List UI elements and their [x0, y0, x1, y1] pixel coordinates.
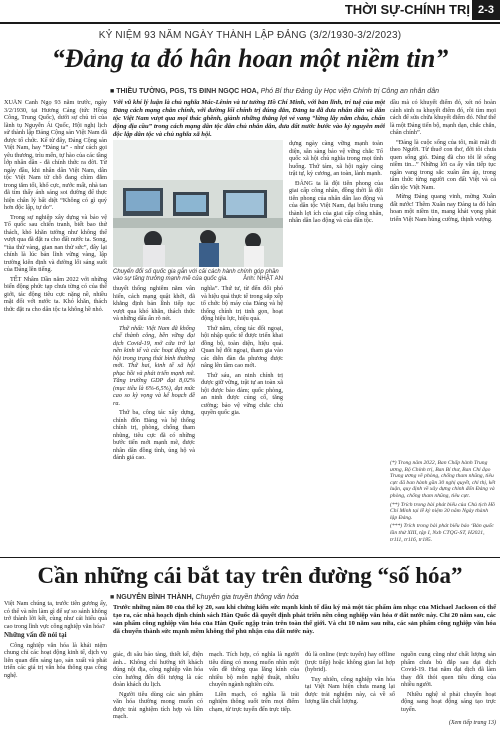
article2-col2-p1: giác, đi sâu bảo tàng, thiết kế, điện ảnh... Không chỉ hướng tới khách đúng nội địa, công nghiệp văn hóa còn hướng đến đối tượng là các đoàn khách du lịch. [113, 651, 203, 688]
byline2-author: NGUYỄN BÌNH THÀNH, [116, 594, 194, 601]
article2-column-1 [4, 600, 107, 730]
article2-col4-p1: đủ là online (trực tuyến) hay offline (trực tiếp) hoặc không gian lai hợp (hybrid). [305, 651, 395, 673]
article2-byline [110, 594, 299, 601]
byline-author: THIỀU TƯỜNG, PGS, TS ĐINH NGỌC HOA, [116, 88, 259, 95]
photo-credit: Ảnh: NHẬT AN [243, 276, 283, 283]
office-photo-image [113, 140, 283, 267]
article1-column-5 [390, 99, 496, 455]
article2-col1-p2: Công nghiệp văn hóa là khái niệm chung chỉ các hoạt động kinh tế, dịch vụ liên quan đến sáng tạo, sản xuất và phát triển các giá trị văn hóa thông qua công nghệ. [4, 641, 107, 679]
article1-col1-p2: Trong sự nghiệp xây dựng và bảo vệ Tổ quốc sau chiến tranh, biết bao thử thách, khó khăn tưởng như không thể vượt qua đã đặt ra cho đất nước ta. Song, “tùa thử vàng, gian nan thử sức”, đây lại chính là lúc bản lĩnh vững vàng, lập trường kiên định và đường lối sáng suốt của Đảng lên tiếng. [4, 213, 107, 273]
article1-col3-p3: Thứ sáu, an ninh chính trị được giữ vững, trật tự an toàn xã hội được bảo đảm; quốc phòng, an ninh được củng cố, tăng cường; bảo vệ vững chắc chủ quyền quốc gia. [201, 371, 283, 416]
byline-square-icon: ■ [110, 88, 115, 95]
byline2-role: Chuyên gia truyền thông văn hóa [195, 594, 299, 601]
article2-col3-p2: Liền mạch, có nghĩa là trải nghiệm thông suốt trên mọi điểm chạm, từ trực tuyến đến trực tiếp. [209, 690, 299, 713]
article2-col3-p1: mạch. Tích hợp, có nghĩa là người tiêu dùng có mong muốn nhìn một vấn đề thông qua lăng kính của nhiều bộ môn nghệ thuật, nhiều chuyên ngành nghiên cứu. [209, 651, 299, 688]
article2-column-3 [209, 651, 299, 731]
article1-col5-p3: Mừng Đảng quang vinh, mừng Xuân đất nước! Thêm Xuân nay Đảng ta đó hân hoan một niềm tin, mang khát vọng phát triển Việt Nam hùng cường, thịnh vượng. [390, 193, 496, 223]
article1-col2-p3: Thứ ba, công tác xây dựng, chỉnh đốn Đảng và hệ thống chính trị, phòng, chống tham nhũng, tiêu cực đã có những bước tiến mới mạnh mẽ, được nhân dân đồng tình, ủng hộ và đánh giá cao. [113, 409, 195, 461]
photo-caption-text: Chuyển đổi số quốc gia gắn với cải cách hành chính góp phần vào sự tăng trưởng mạnh mẽ của quốc gia. [113, 269, 279, 283]
article2-col2-p2: Người tiêu dùng các sản phẩm văn hóa thường mong muốn có được trải nghiệm tích hợp và liền mạch. [113, 690, 203, 720]
article1-col4-p2: ĐẢNG ta là đội tiên phong của giai cấp công nhân, đồng thời là đội tiên phong của nhân dân lao động và của dân tộc Việt Nam, đại biểu trung thành lợi ích của giai cấp công nhân, nhân dân lao động và của dân tộc. [289, 179, 383, 224]
article1-footnotes [390, 460, 496, 545]
article1-col3-p1: nghĩa”. Thứ tư, từ đến đối phó và hiệu quả thực tế trong sắp xếp tổ chức bộ máy của Đảng và hệ thống chính trị tinh gọn, hoạt động hiệu lực, hiệu quả. [201, 285, 283, 322]
article2-col1-p1: Việt Nam chúng ta, trước tiên gương ấy, có thể và nên làm gì để sự so sánh không trở thành lời kết, cùng như cái hiểu quả cao trong lĩnh vực công nghiệp văn hóa? [4, 600, 107, 630]
article1-photo-caption [113, 269, 283, 283]
article1-col5-p1: dầu mà có khuyết điểm đó, xét nó hoàn cảnh sinh ra khuyết điểm đó, rồi tìm mọi cách để sửa chữa khuyết điểm đó. Như thế là một Đảng tiến bộ, mạnh dạn, chắc chắn, chân chính”. [390, 99, 496, 136]
article2-col5-p2: Nhiều nghệ sĩ phải chuyển hoạt động sang hoạt động sáng tạo trực tuyến. [401, 690, 496, 713]
article-headline: “Đảng ta đó hân hoan một niềm tin” [51, 44, 449, 73]
article2-col5-p1: nguồn cung cũng như chất lượng sản phẩm chưa bù đắp sau đại dịch Covid-19. Hai năm đại dịch đã làm thay đổi thói quen tiêu dùng của nhiều người. [401, 651, 496, 688]
article1-col5-p2: “Đảng là cuộc sống của tôi, mãi mãi đi theo Người. Từ thuở con thơ, đời tôi chưa quen sống gió. Đảng đã cho tôi lẽ sống niềm tin...” Những lời ca ấy vẫn tiếp tục ngân vang trong sắc xuân ấm áp, trong tâm thức từng người con đất Việt và cả dân tộc Việt Nam. [390, 138, 496, 191]
article2-continued: (Xem tiếp trang 13) [448, 720, 496, 726]
article1-photo [113, 140, 283, 267]
article-byline [110, 88, 439, 95]
page-number: 2-3 [472, 0, 500, 20]
article2-lead: Trước những năm 80 của thế kỷ 20, sau khi chứng kiến sức mạnh kinh tế đầu ký mà một tác phẩm âm nhạc của Michael Jackson có thể tạo ra, các nhà hoạch định chính sách Hàn Quốc đã quyết định phát triển nền công nghiệp văn hóa ở đất nước này. Chỉ 20 năm sau, các sản phẩm công nghiệp văn hóa của Hàn Quốc ngập tràn trên toàn thế giới. Và chỉ 10 năm sau nữa, các sản phẩm công nghiệp văn hóa đã chuyển thành sức mạnh mềm không thể phủ nhận của đất nước này. [113, 604, 496, 635]
header-rule [0, 22, 500, 24]
article1-column-4 [289, 140, 383, 555]
section-divider [0, 557, 500, 558]
article2-headline: Cần những cái bắt tay trên đường “số hóa” [37, 563, 463, 588]
article2-column-2 [113, 651, 203, 731]
article2-column-4 [305, 651, 395, 731]
article1-col3-p2: Thứ năm, công tác đối ngoại, hội nhập quốc tế được triển khai đồng bộ, toàn diện, hiệu quả. Quan hệ đối ngoại, tham gia vào các diễn đàn đa phương được nâng lên tầm cao mới. [201, 324, 283, 369]
article-kicker: KỶ NIỆM 93 NĂM NGÀY THÀNH LẬP ĐẢNG (3/2/1930-3/2/2023) [98, 30, 402, 41]
section-title: THỜI SỰ-CHÍNH TRỊ [344, 2, 470, 17]
byline-square-icon: ■ [110, 594, 115, 601]
article1-col1-p3: TẾT Nhâm Dần năm 2022 với những biến động phức tạp chưa từng có của thế giới, tác động tiêu cực nặng nề, nhiều mặt đối với nước ta. Khó khăn, thách thức đặt ra cho dân tộc ta không hề nhỏ. [4, 275, 107, 313]
article1-column-3 [201, 285, 283, 555]
footnote-2: (**) Trích trong bài phát biểu của Chủ tịch Hồ Chí Minh tại lễ kỷ niệm 30 năm Ngày thành lập Đảng. [390, 501, 495, 521]
article1-lead: Với vũ khí lý luận là chủ nghĩa Mác-Lênin và tư tưởng Hồ Chí Minh, với bản lĩnh, trí tuệ của một Đảng cách mạng chân chính, với đường lối chính trị đúng đắn, Đảng ta đã đưa nhân dân và dân tộc Việt Nam vượt qua mọi thác ghềnh, giành những thắng lợi vẻ vang “lừng lẫy năm châu, chấn động địa cầu” trong cách mạng dân tộc dân chủ nhân dân, đưa đất nước bước vào kỷ nguyên mới độc lập dân tộc và chủ nghĩa xã hội. [113, 99, 385, 138]
article1-column-2 [113, 285, 195, 555]
page-header [0, 0, 500, 22]
byline-role: Phó Bí thư Đảng ủy Học viện Chính trị Công an nhân dân [260, 88, 439, 95]
article2-column-5 [401, 651, 496, 719]
footnote-1: (*) Trong năm 2022, Ban Chấp hành Trung ương, Bộ Chính trị, Ban Bí thư, Ban Chỉ đạo Trung ương về phòng, chống tham nhũng, tiêu cực đã ban hành gần 30 nghị quyết, chỉ thị, kết luận, quy định về xây dựng chỉnh đốn Đảng và phòng, chống tham nhũng, tiêu cực. [390, 460, 496, 499]
article2-col4-p2: Tuy nhiên, công nghiệp văn hóa tại Việt Nam hiện chưa mang lại được trải nghiệm này, cả về số lượng lẫn chất lượng. [305, 675, 395, 705]
article1-column-1 [4, 99, 107, 555]
article1-col2-p1: thuyết thống nghiêm năm vân hiến, cách mạng quật khởi, đã khẳng định bản lĩnh tiếp tục vượt qua khó khăn, thách thức và những dấu ấn rõ nét. [113, 285, 195, 322]
article1-col2-p2: Thứ nhất: Việt Nam đã khống chế thành công, bền vững đại dịch Covid-19, mở cửa trở lại nền kinh tế và các hoạt động xã hội trong trạng thái bình thường mới. Thứ hai, kinh tế xã hội phục hồi và phát triển mạnh mẽ. Tăng trưởng GDP đạt 8,02% (mục tiêu là 6%-6,5%), đạt mức cao so kỳ vọng và kế hoạch đề ra. [113, 324, 195, 407]
footnote-3: (***) Trích trong bài phát biểu báo ‘Bản quốc lần thứ XIII, tập I, Nxb CTQG-ST, H2021, tr111, tr116, tr185. [390, 523, 494, 543]
article1-col1-p1: XUÂN Canh Ngọ 93 năm trước, ngày 3/2/1930, tại Hương Cảng (tức Hồng Công, Trung Quốc), dưới sự chủ trì của lãnh tụ Nguyễn Ái Quốc, Hội nghị lịch sử thành lập Đảng Cộng sản Việt Nam đã được tổ chức. Kể từ đây, Đảng Cộng sản Việt Nam, hay “Đảng ta” - như cách gọi yêu thương, trìu mến, tự hào của các tầng lớp nhân dân - đã chính thức ra đời. Từ ngày đầu, khi nhân dân Việt Nam, dân tộc Việt Nam từ chỗ đang chìm đắm trong tăm tối, khổ cực, nước mất, nhà tan đã tìm thấy ánh sáng soi đường để thực hiện chân lý bất diệt “Không có gì quý hơn độc lập, tự do”. [4, 99, 107, 211]
article1-col4-p1: dựng ngày càng vững mạnh toàn diện, sẵn sàng bảo vệ vững chắc Tổ quốc xã hội chủ nghĩa trong mọi tình huống. Thứ tám, xã hội ngày càng trật tự, kỷ cương, an toàn, lành mạnh. [289, 140, 383, 177]
article2-subhead: Những vấn đề nói tại [4, 631, 67, 639]
